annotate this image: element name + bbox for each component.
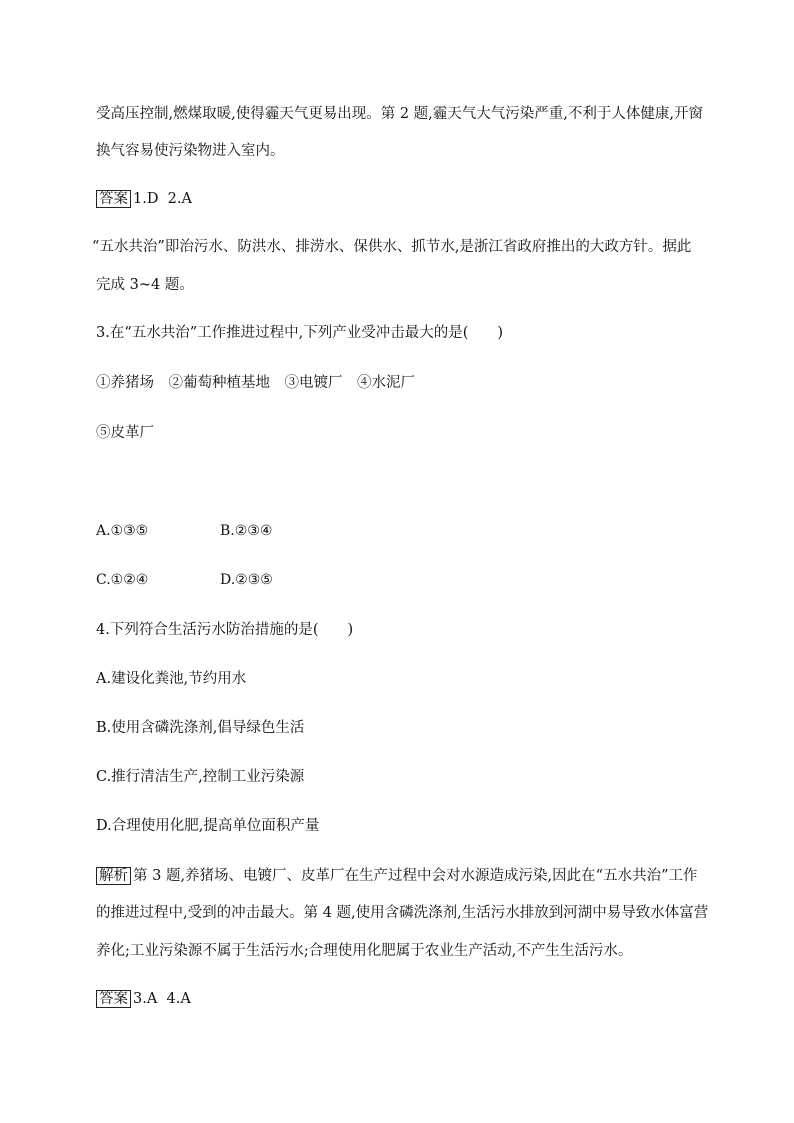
question-3-option-c: C.①②④ (96, 572, 149, 588)
question-3-option-b: B.②③④ (220, 523, 273, 539)
question-3-items: ①养猪场 ②葡萄种植基地 ③电镀厂 ④水泥厂 (96, 375, 415, 391)
analysis-2-line: 的推进过程中,受到的冲击最大。第 4 题,使用含磷洗涤剂,生活污水排放到河湖中易导致水体富营 (96, 905, 709, 921)
answer-line-1-2 (96, 189, 192, 209)
question-4-stem: 4.下列符合生活污水防治措施的是( ) (96, 622, 354, 638)
intro-text-line: “五水共治”即治污水、防洪水、排涝水、保供水、抓节水,是浙江省政府推出的大政方针。据此 (92, 239, 692, 255)
answer-label-box: 答案 (96, 990, 131, 1008)
question-3-items: ⑤皮革厂 (96, 425, 154, 441)
answer-line-3-4 (96, 989, 191, 1009)
question-4-option-c: C.推行清洁生产,控制工业污染源 (96, 769, 305, 785)
analysis-text-line: 换气容易使污染物进入室内。 (96, 143, 285, 159)
answer-text: 3.A 4.A (133, 991, 191, 1007)
analysis-text-line: 受高压控制,燃煤取暖,使得霾天气更易出现。第 2 题,霾天气大气污染严重,不利于人体健康,开窗 (96, 106, 703, 122)
analysis-label-box: 解析 (96, 867, 131, 885)
analysis-2-text: 第 3 题,养猪场、电镀厂、皮革厂在生产过程中会对水源造成污染,因此在“五水共治”工作 (133, 868, 698, 884)
answer-label-box: 答案 (96, 190, 131, 208)
question-4-option-b: B.使用含磷洗涤剂,倡导绿色生活 (96, 720, 305, 736)
intro-text-line: 完成 3~4 题。 (96, 277, 194, 293)
question-3-option-a: A.①③⑤ (96, 523, 149, 539)
question-3-stem: 3.在“五水共治”工作推进过程中,下列产业受冲击最大的是( ) (96, 325, 504, 341)
question-4-option-a: A.建设化粪池,节约用水 (96, 671, 247, 687)
question-3-option-d: D.②③⑤ (220, 572, 273, 588)
answer-text: 1.D 2.A (133, 191, 192, 207)
analysis-2-line: 养化;工业污染源不属于生活污水;合理使用化肥属于农业生产活动,不产生生活污水。 (96, 943, 633, 959)
question-4-option-d: D.合理使用化肥,提高单位面积产量 (96, 818, 320, 834)
analysis-2-line (96, 866, 697, 886)
